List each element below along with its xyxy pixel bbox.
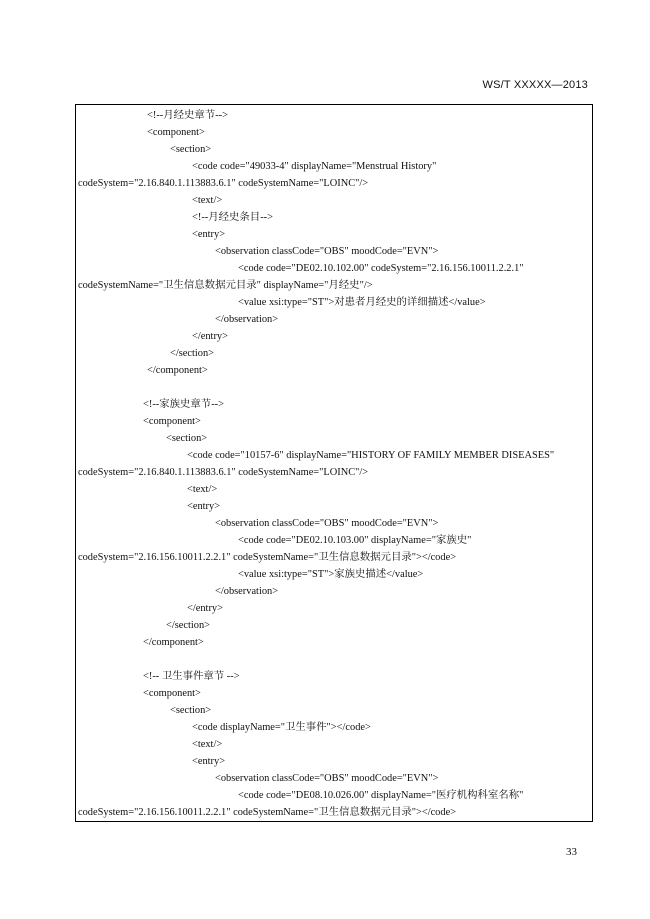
- code-line: codeSystemName="卫生信息数据元目录" displayName="月经史"/>: [78, 280, 373, 291]
- page-number: 33: [566, 846, 577, 858]
- code-line: <component>: [147, 127, 205, 138]
- xml-code-listing: [75, 104, 593, 822]
- standard-number-header: WS/T XXXXX—2013: [482, 79, 588, 91]
- code-line: </entry>: [187, 603, 223, 614]
- code-line: codeSystem="2.16.156.10011.2.2.1" codeSystemName="卫生信息数据元目录"></code>: [78, 807, 457, 818]
- code-line: codeSystem="2.16.840.1.113883.6.1" codeSystemName="LOINC"/>: [78, 467, 369, 478]
- code-line: <observation classCode="OBS" moodCode="EVN">: [215, 518, 439, 529]
- code-line: <code code="DE02.10.103.00" displayName="家族史": [238, 535, 472, 546]
- code-line: <section>: [170, 144, 212, 155]
- code-line: </observation>: [215, 314, 279, 325]
- code-line: <code displayName="卫生事件"></code>: [192, 722, 371, 733]
- code-line: <code code="49033-4" displayName="Menstrual History": [192, 161, 437, 172]
- code-line: <section>: [170, 705, 212, 716]
- code-line: codeSystem="2.16.156.10011.2.2.1" codeSystemName="卫生信息数据元目录"></code>: [78, 552, 457, 563]
- code-line: </section>: [166, 620, 211, 631]
- code-line: </component>: [147, 365, 208, 376]
- code-line: codeSystem="2.16.840.1.113883.6.1" codeSystemName="LOINC"/>: [78, 178, 369, 189]
- code-line: <code code="DE02.10.102.00" codeSystem="2.16.156.10011.2.2.1": [238, 263, 524, 274]
- code-line: <!--家族史章节-->: [143, 399, 224, 410]
- code-line: <entry>: [192, 229, 226, 240]
- code-line: </section>: [170, 348, 215, 359]
- code-line: </entry>: [192, 331, 228, 342]
- code-line: <code code="10157-6" displayName="HISTORY OF FAMILY MEMBER DISEASES": [187, 450, 555, 461]
- code-line: <!-- 卫生事件章节 -->: [143, 671, 240, 682]
- code-line: <text/>: [192, 739, 223, 750]
- code-line: <!--月经史条目-->: [192, 212, 273, 223]
- code-line: </observation>: [215, 586, 279, 597]
- code-line: <value xsi:type="ST">对患者月经史的详细描述</value>: [238, 297, 486, 308]
- code-line: <entry>: [192, 756, 226, 767]
- code-line: <!--月经史章节-->: [147, 110, 228, 121]
- code-line: <entry>: [187, 501, 221, 512]
- code-line: <text/>: [192, 195, 223, 206]
- code-line: <observation classCode="OBS" moodCode="EVN">: [215, 246, 439, 257]
- code-line: <component>: [143, 688, 201, 699]
- code-line: <section>: [166, 433, 208, 444]
- code-line: <value xsi:type="ST">家族史描述</value>: [238, 569, 424, 580]
- code-line: <observation classCode="OBS" moodCode="EVN">: [215, 773, 439, 784]
- code-line: </component>: [143, 637, 204, 648]
- code-line: <text/>: [187, 484, 218, 495]
- code-line: <component>: [143, 416, 201, 427]
- code-line: <code code="DE08.10.026.00" displayName="医疗机构科室名称": [238, 790, 524, 801]
